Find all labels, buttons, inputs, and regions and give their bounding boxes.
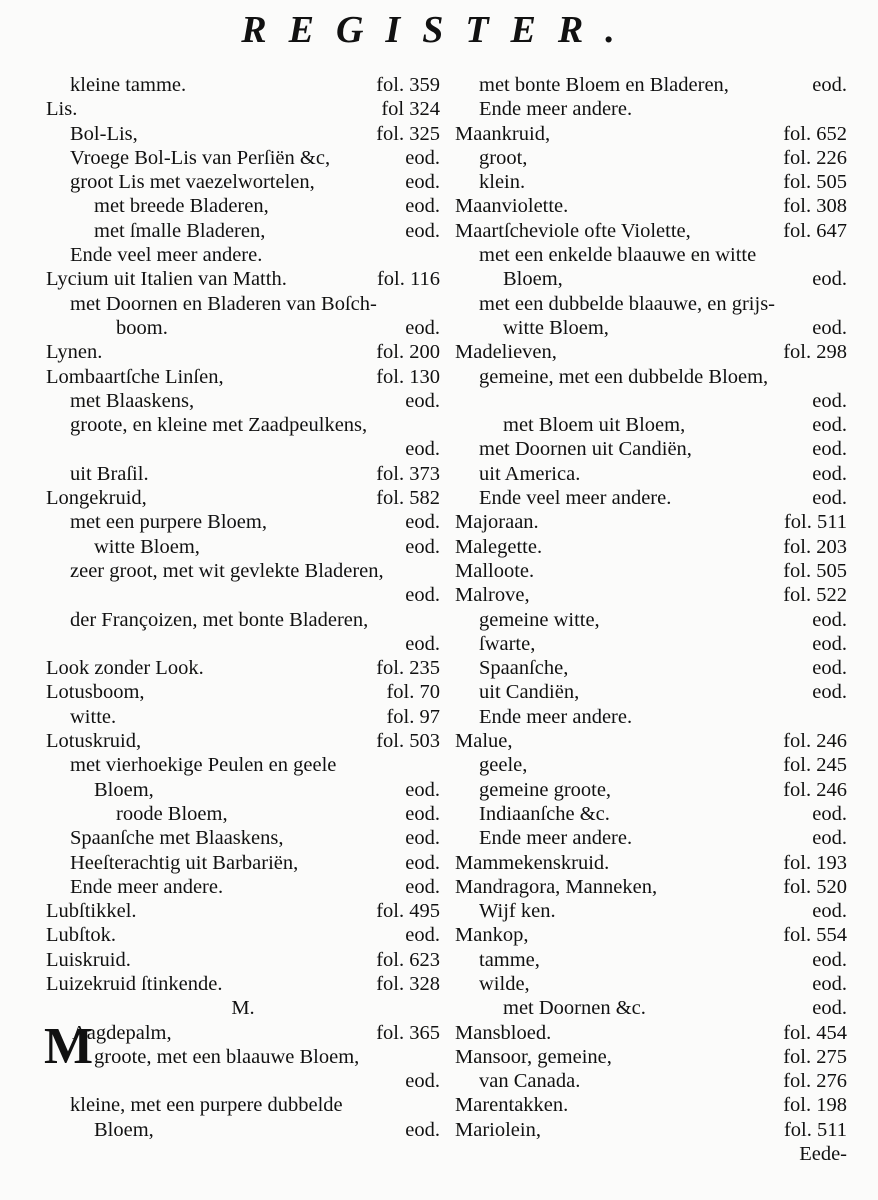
index-entry [46,535,440,559]
entry-text: Lycium uit Italien van Matth. [46,268,287,291]
index-entry [46,1118,440,1142]
entry-text: met Doornen en Bladeren van Boſch- [70,292,377,315]
index-entry [46,510,440,534]
folio-reference: fol. 203 [783,535,847,558]
entry-text: Mankop, [455,924,529,947]
folio-reference: fol. 359 [376,74,440,96]
folio-reference: eod. [405,1118,440,1141]
entry-text: Maanviolette. [455,195,569,218]
entry-text: boom. [116,316,168,339]
index-entry [455,948,847,972]
folio-reference: fol. 373 [376,462,440,485]
index-entry [455,194,847,218]
entry-text: witte Bloem, [94,535,200,558]
entry-text: Ende meer andere. [479,98,633,121]
entry-text: Bloem, [94,778,154,801]
right-column [455,73,847,1166]
index-entry [46,608,440,632]
folio-reference: fol. 503 [376,730,440,753]
entry-text: uit America. [479,462,581,485]
entry-text: Heeſterachtig uit Barbariën, [70,851,299,874]
index-entry [455,680,847,704]
entry-text: Eede- [799,1143,847,1166]
index-entry [46,413,440,437]
index-entry [455,510,847,534]
folio-reference: fol. 325 [376,122,440,145]
folio-reference: fol. 226 [783,146,847,169]
index-entry [46,680,440,704]
folio-reference: fol. 582 [376,487,440,510]
index-entry [455,851,847,875]
left-column [46,73,440,1142]
index-entry [46,899,440,923]
folio-reference: fol. 520 [783,875,847,898]
entry-text: met Doornen uit Candiën, [479,438,692,461]
index-entry [455,462,847,486]
index-entry [46,365,440,389]
index-entry [455,437,847,461]
entry-text: Lis. [46,98,78,121]
entry-text: gemeine, met een dubbelde Bloem, [479,365,769,388]
entry-text: M. [231,997,255,1020]
index-entry [46,1045,440,1069]
entry-text: Wijf ken. [479,900,556,923]
folio-reference: eod. [405,632,440,655]
folio-reference: fol. 495 [376,900,440,923]
index-entry [455,656,847,680]
folio-reference: fol. 511 [783,511,847,534]
entry-text: Mansbloed. [455,1021,552,1044]
entry-text: Indiaanſche &c. [479,802,610,825]
index-entry [46,559,440,583]
entry-text: Mammekenskruid. [455,851,610,874]
index-entry [455,292,847,316]
entry-text: Luizekruid ſtinkende. [46,972,223,995]
entry-text: met Blaaskens, [70,389,195,412]
index-entry [455,267,847,291]
index-entry [455,389,847,413]
index-entry [455,705,847,729]
folio-reference: eod. [812,632,847,655]
index-entry [46,705,440,729]
entry-text: Mariolein, [455,1118,541,1141]
index-entry [455,535,847,559]
entry-text: Ende veel meer andere. [70,244,263,267]
index-entry [46,583,440,607]
index-entry [46,1069,440,1093]
folio-reference: fol. 193 [783,851,847,874]
folio-reference: eod. [812,972,847,995]
index-entry [455,1118,847,1142]
entry-text: groot Lis met vaezelwortelen, [70,171,315,194]
index-entry [46,656,440,680]
folio-reference: eod. [812,681,847,704]
index-entry [455,583,847,607]
index-entry [46,875,440,899]
entry-text: Mandragora, Manneken, [455,875,658,898]
entry-text: witte Bloem, [503,316,609,339]
folio-reference: fol. 116 [376,268,440,291]
index-entry [455,826,847,850]
entry-text: Bol-Lis, [70,122,138,145]
folio-reference: fol. 276 [783,1070,847,1093]
folio-reference: eod. [812,438,847,461]
folio-reference: fol. 522 [783,584,847,607]
entry-text: roode Bloem, [116,802,228,825]
folio-reference: fol. 308 [783,195,847,218]
index-entry [46,267,440,291]
index-entry [46,972,440,996]
folio-reference: fol. 235 [376,657,440,680]
index-entry [455,243,847,267]
folio-reference: eod. [405,316,440,339]
index-entry [46,340,440,364]
drop-cap-initial: M [44,1017,94,1075]
entry-text: groote, met een blaauwe Bloem, [94,1045,360,1068]
entry-text: Madelieven, [455,341,557,364]
entry-text: van Canada. [479,1070,581,1093]
index-entry [46,292,440,316]
entry-text: gemeine witte, [479,608,600,631]
index-entry [46,73,440,97]
index-entry [455,559,847,583]
index-entry [455,219,847,243]
folio-reference: eod. [405,802,440,825]
entry-text: Maankruid, [455,122,551,145]
folio-reference: fol. 245 [783,754,847,777]
index-entry [46,486,440,510]
entry-text: Spaanſche met Blaaskens, [70,827,284,850]
index-entry [455,97,847,121]
entry-text: Vroege Bol-Lis van Perſiën &c, [70,146,331,169]
entry-text: Maartſcheviole ofte Violette, [455,219,691,242]
folio-reference: fol. 652 [783,122,847,145]
entry-text: Lotuskruid, [46,730,142,753]
index-entry [46,948,440,972]
entry-text: wilde, [479,972,530,995]
folio-reference: fol. 505 [783,559,847,582]
index-entry [46,97,440,121]
index-entry [46,219,440,243]
index-entry [455,1021,847,1045]
folio-reference: eod. [812,948,847,971]
entry-text: met een enkelde blaauwe en witte [479,244,757,267]
index-entry [455,608,847,632]
index-entry [46,778,440,802]
folio-reference: eod. [812,487,847,510]
folio-reference: fol. 298 [783,341,847,364]
entry-text: uit Braſil. [70,462,149,485]
folio-reference: fol. 97 [386,705,440,728]
entry-text: Malue, [455,730,513,753]
folio-reference: fol. 328 [376,972,440,995]
index-entry [455,729,847,753]
folio-reference: eod. [405,851,440,874]
folio-reference: fol 324 [381,98,440,121]
folio-reference: fol. 505 [783,171,847,194]
folio-reference: fol. 246 [783,730,847,753]
index-entry [455,365,847,389]
index-entry [455,899,847,923]
entry-text: Malloote. [455,559,535,582]
section-heading [46,996,440,1020]
entry-text: geele, [479,754,528,777]
entry-text: klein. [479,171,526,194]
index-entry [46,316,440,340]
entry-text: Malrove, [455,584,530,607]
index-entry [46,170,440,194]
folio-reference: eod. [405,171,440,194]
folio-reference: eod. [405,146,440,169]
entry-text: Bloem, [503,268,563,291]
index-entry [455,413,847,437]
entry-text: Bloem, [94,1118,154,1141]
entry-text: Luiskruid. [46,948,131,971]
index-entry [46,802,440,826]
folio-reference: eod. [405,827,440,850]
folio-reference: eod. [812,997,847,1020]
folio-reference: eod. [405,389,440,412]
folio-reference: fol. 623 [376,948,440,971]
folio-reference: fol. 246 [783,778,847,801]
folio-reference: eod. [405,195,440,218]
index-entry [455,778,847,802]
entry-text: met Doornen &c. [503,997,646,1020]
index-entry [46,194,440,218]
entry-text: gemeine groote, [479,778,612,801]
index-entry [455,73,847,97]
folio-reference: eod. [405,924,440,947]
entry-text: uit Candiën, [479,681,580,704]
catchword [455,1142,847,1166]
folio-reference: eod. [405,535,440,558]
entry-text: der Françoizen, met bonte Bladeren, [70,608,369,631]
index-entry [455,1093,847,1117]
entry-text: met ſmalle Bladeren, [94,219,266,242]
folio-reference: eod. [812,657,847,680]
folio-reference: fol. 200 [376,341,440,364]
folio-reference: eod. [812,608,847,631]
folio-reference: eod. [812,389,847,412]
index-entry [455,1069,847,1093]
index-entry [455,802,847,826]
entry-text: Lombaartſche Linſen, [46,365,224,388]
index-entry [455,486,847,510]
index-entry [455,170,847,194]
entry-text: met een purpere Bloem, [70,511,267,534]
index-entry [46,632,440,656]
entry-text: witte. [70,705,117,728]
entry-text: met breede Bladeren, [94,195,269,218]
folio-reference: eod. [812,900,847,923]
index-entry [46,729,440,753]
entry-text: Longekruid, [46,487,147,510]
index-entry [455,875,847,899]
entry-text: Aagdepalm, [72,1021,172,1044]
index-entry [46,923,440,947]
index-entry [455,996,847,1020]
index-entry [455,340,847,364]
folio-reference: eod. [812,316,847,339]
folio-reference: eod. [405,438,440,461]
folio-reference: fol. 70 [386,681,440,704]
folio-reference: eod. [812,414,847,437]
folio-reference: eod. [405,219,440,242]
entry-text: Spaanſche, [479,657,569,680]
entry-text: Ende meer andere. [479,827,633,850]
folio-reference: fol. 275 [783,1045,847,1068]
entry-text: Mansoor, gemeine, [455,1045,612,1068]
folio-reference: fol. 647 [783,219,847,242]
folio-reference: eod. [812,802,847,825]
entry-text: Lubſtikkel. [46,900,137,923]
folio-reference: fol. 454 [783,1021,847,1044]
entry-text: groot, [479,146,528,169]
folio-reference: eod. [405,584,440,607]
entry-text: kleine, met een purpere dubbelde [70,1094,343,1117]
index-entry [46,437,440,461]
entry-text: met Bloem uit Bloem, [503,414,686,437]
entry-text: Marentakken. [455,1094,569,1117]
entry-text: zeer groot, met wit gevlekte Bladeren, [70,559,384,582]
folio-reference: fol. 198 [783,1094,847,1117]
index-entry [455,316,847,340]
entry-text: Look zonder Look. [46,657,204,680]
index-entry [455,146,847,170]
entry-text: tamme, [479,948,540,971]
folio-reference: fol. 365 [376,1021,440,1044]
folio-reference: eod. [405,1070,440,1093]
entry-text: groote, en kleine met Zaadpeulkens, [70,414,368,437]
entry-text: met bonte Bloem en Bladeren, [479,74,729,96]
entry-text: kleine tamme. [70,74,187,96]
index-entry [46,122,440,146]
folio-reference: fol. 130 [376,365,440,388]
entry-text: Lotusboom, [46,681,145,704]
entry-text: met vierhoekige Peulen en geele [70,754,337,777]
folio-reference: fol. 554 [783,924,847,947]
folio-reference: eod. [812,74,847,96]
entry-text: Lynen. [46,341,103,364]
entry-text: ſwarte, [479,632,536,655]
index-entry [46,243,440,267]
index-entry [46,146,440,170]
entry-text: Malegette. [455,535,543,558]
index-entry [46,1093,440,1117]
index-entry [46,851,440,875]
index-entry [46,389,440,413]
folio-reference: eod. [812,462,847,485]
folio-reference: eod. [405,511,440,534]
folio-reference: eod. [405,778,440,801]
entry-text: Ende meer andere. [479,705,633,728]
entry-text: Lubſtok. [46,924,117,947]
index-entry [455,923,847,947]
entry-text: Majoraan. [455,511,539,534]
index-entry [46,753,440,777]
folio-reference: fol. 511 [783,1118,847,1141]
entry-text: Ende meer andere. [70,875,224,898]
page-title: REGISTER. [241,9,637,51]
index-entry [46,826,440,850]
index-entry [46,462,440,486]
index-entry [455,122,847,146]
index-entry [455,972,847,996]
entry-text: Ende veel meer andere. [479,487,672,510]
entry-text: met een dubbelde blaauwe, en grijs- [479,292,775,315]
index-entry [455,632,847,656]
folio-reference: eod. [405,875,440,898]
index-entry [455,1045,847,1069]
folio-reference: eod. [812,827,847,850]
index-entry [455,753,847,777]
folio-reference: eod. [812,268,847,291]
